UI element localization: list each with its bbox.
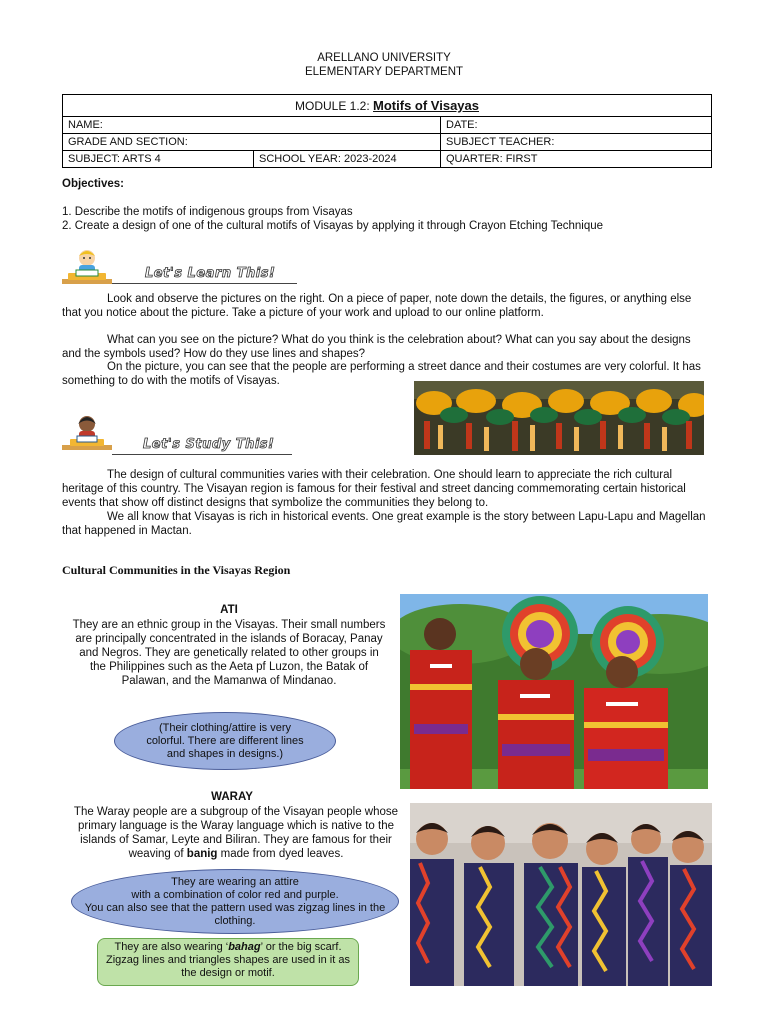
name-field[interactable]: NAME: [63,117,441,134]
waray-bubble-line: with a combination of color red and purple. [131,888,339,901]
bahag-text: ’ or the big scarf. Zigzag lines and triangles shapes are used in it as the design or motif. [106,941,350,979]
university-name: ARELLANO UNIVERSITY [317,52,451,64]
study-paragraph: We all know that Visayas is rich in historical events. One great example is the story between Lapu-Lapu and Magellan that happened in Mactan. [62,511,706,537]
learn-paragraph: What can you see on the picture? What do you think is the celebration about? What can you say about the designs and the symbols used? How do they use lines and shapes? [62,334,691,360]
waray-text: The Waray people are a subgroup of the Visayan people whose primary language is the Waray language which is native to the islands of Samar, Leyte and Biliran. They are famous for their weaving of [73,806,399,860]
waray-description [72,805,400,861]
objectives-list [62,205,722,233]
objective-item: 2. Create a design of one of the cultural motifs of Visayas by applying it through Crayon Etching Technique [62,220,604,232]
quarter-cell: QUARTER: FIRST [441,151,712,168]
subject-cell: SUBJECT: ARTS 4 [63,151,254,168]
school-year-cell: SCHOOL YEAR: 2023-2024 [254,151,441,168]
bahag-info-box [97,938,359,986]
module-title: Motifs of Visayas [373,98,479,113]
waray-attire-bubble [71,869,399,934]
study-paragraph: The design of cultural communities varies with their celebration. One should learn to appreciate the rich cultural heritage of this country. The Visayan region is famous for their festival and street dancing commemorating certain historical events that show off distinct designs that symbolize the communities they belong to. [62,469,686,509]
waray-bubble-line: They are wearing an attire [171,875,299,888]
learn-section [62,292,712,361]
department-name: ELEMENTARY DEPARTMENT [304,66,464,78]
bahag-text: They are also wearing ‘ [114,941,229,953]
learn-paragraph: On the picture, you can see that the people are performing a street dance and their costumes are very colorful. It has something to do with the motifs of Visayas. [62,361,701,387]
lets-learn-banner: Let's Learn This! [145,266,276,281]
module-prefix: MODULE 1.2: [294,99,370,113]
waray-bubble-text [72,876,398,928]
waray-people-photo [410,803,712,986]
bahag-text-bold: bahag [228,941,261,953]
ati-people-photo [400,594,708,789]
learn-paragraph: Look and observe the pictures on the right. On a piece of paper, note down the details, the figures, or anything else that you notice about the picture. Take a picture of your work and upload to our online platform. [62,293,692,319]
banner-underline [112,283,297,284]
waray-bubble-line: You can also see that the pattern used was zigzag lines in the clothing. [84,901,386,927]
module-title-cell [63,95,712,117]
ati-bubble-text: (Their clothing/attire is very colorful. There are different lines and shapes in designs.) [146,721,304,760]
subject-teacher-field[interactable]: SUBJECT TEACHER: [441,134,712,151]
lets-study-banner: Let's Study This! [143,437,275,452]
ati-clothing-bubble [114,712,336,770]
date-field[interactable]: DATE: [441,117,712,134]
reading-girl-icon [62,412,112,452]
student-info-table [62,94,712,168]
grade-section-field[interactable]: GRADE AND SECTION: [63,134,441,151]
waray-text-bold: banig [186,848,218,860]
reading-boy-icon [62,246,112,286]
ati-title: ATI [220,604,238,616]
banner-underline [112,454,292,455]
objective-item: 1. Describe the motifs of indigenous groups from Visayas [62,206,353,218]
study-section [62,468,712,538]
communities-heading: Cultural Communities in the Visayas Region [62,563,291,577]
waray-text: made from dyed leaves. [217,848,344,860]
waray-title: WARAY [211,791,253,803]
ati-description: They are an ethnic group in the Visayas. Their small numbers are principally concentrated in the islands of Boracay, Panay and Negros. They are genetically related to other groups in the Philippines such as the Aeta pf Luzon, the Batak of Palawan, and the Mamanwa of Mindanao. [72,619,386,687]
street-dance-photo [414,381,704,455]
objectives-heading: Objectives: [62,178,124,190]
